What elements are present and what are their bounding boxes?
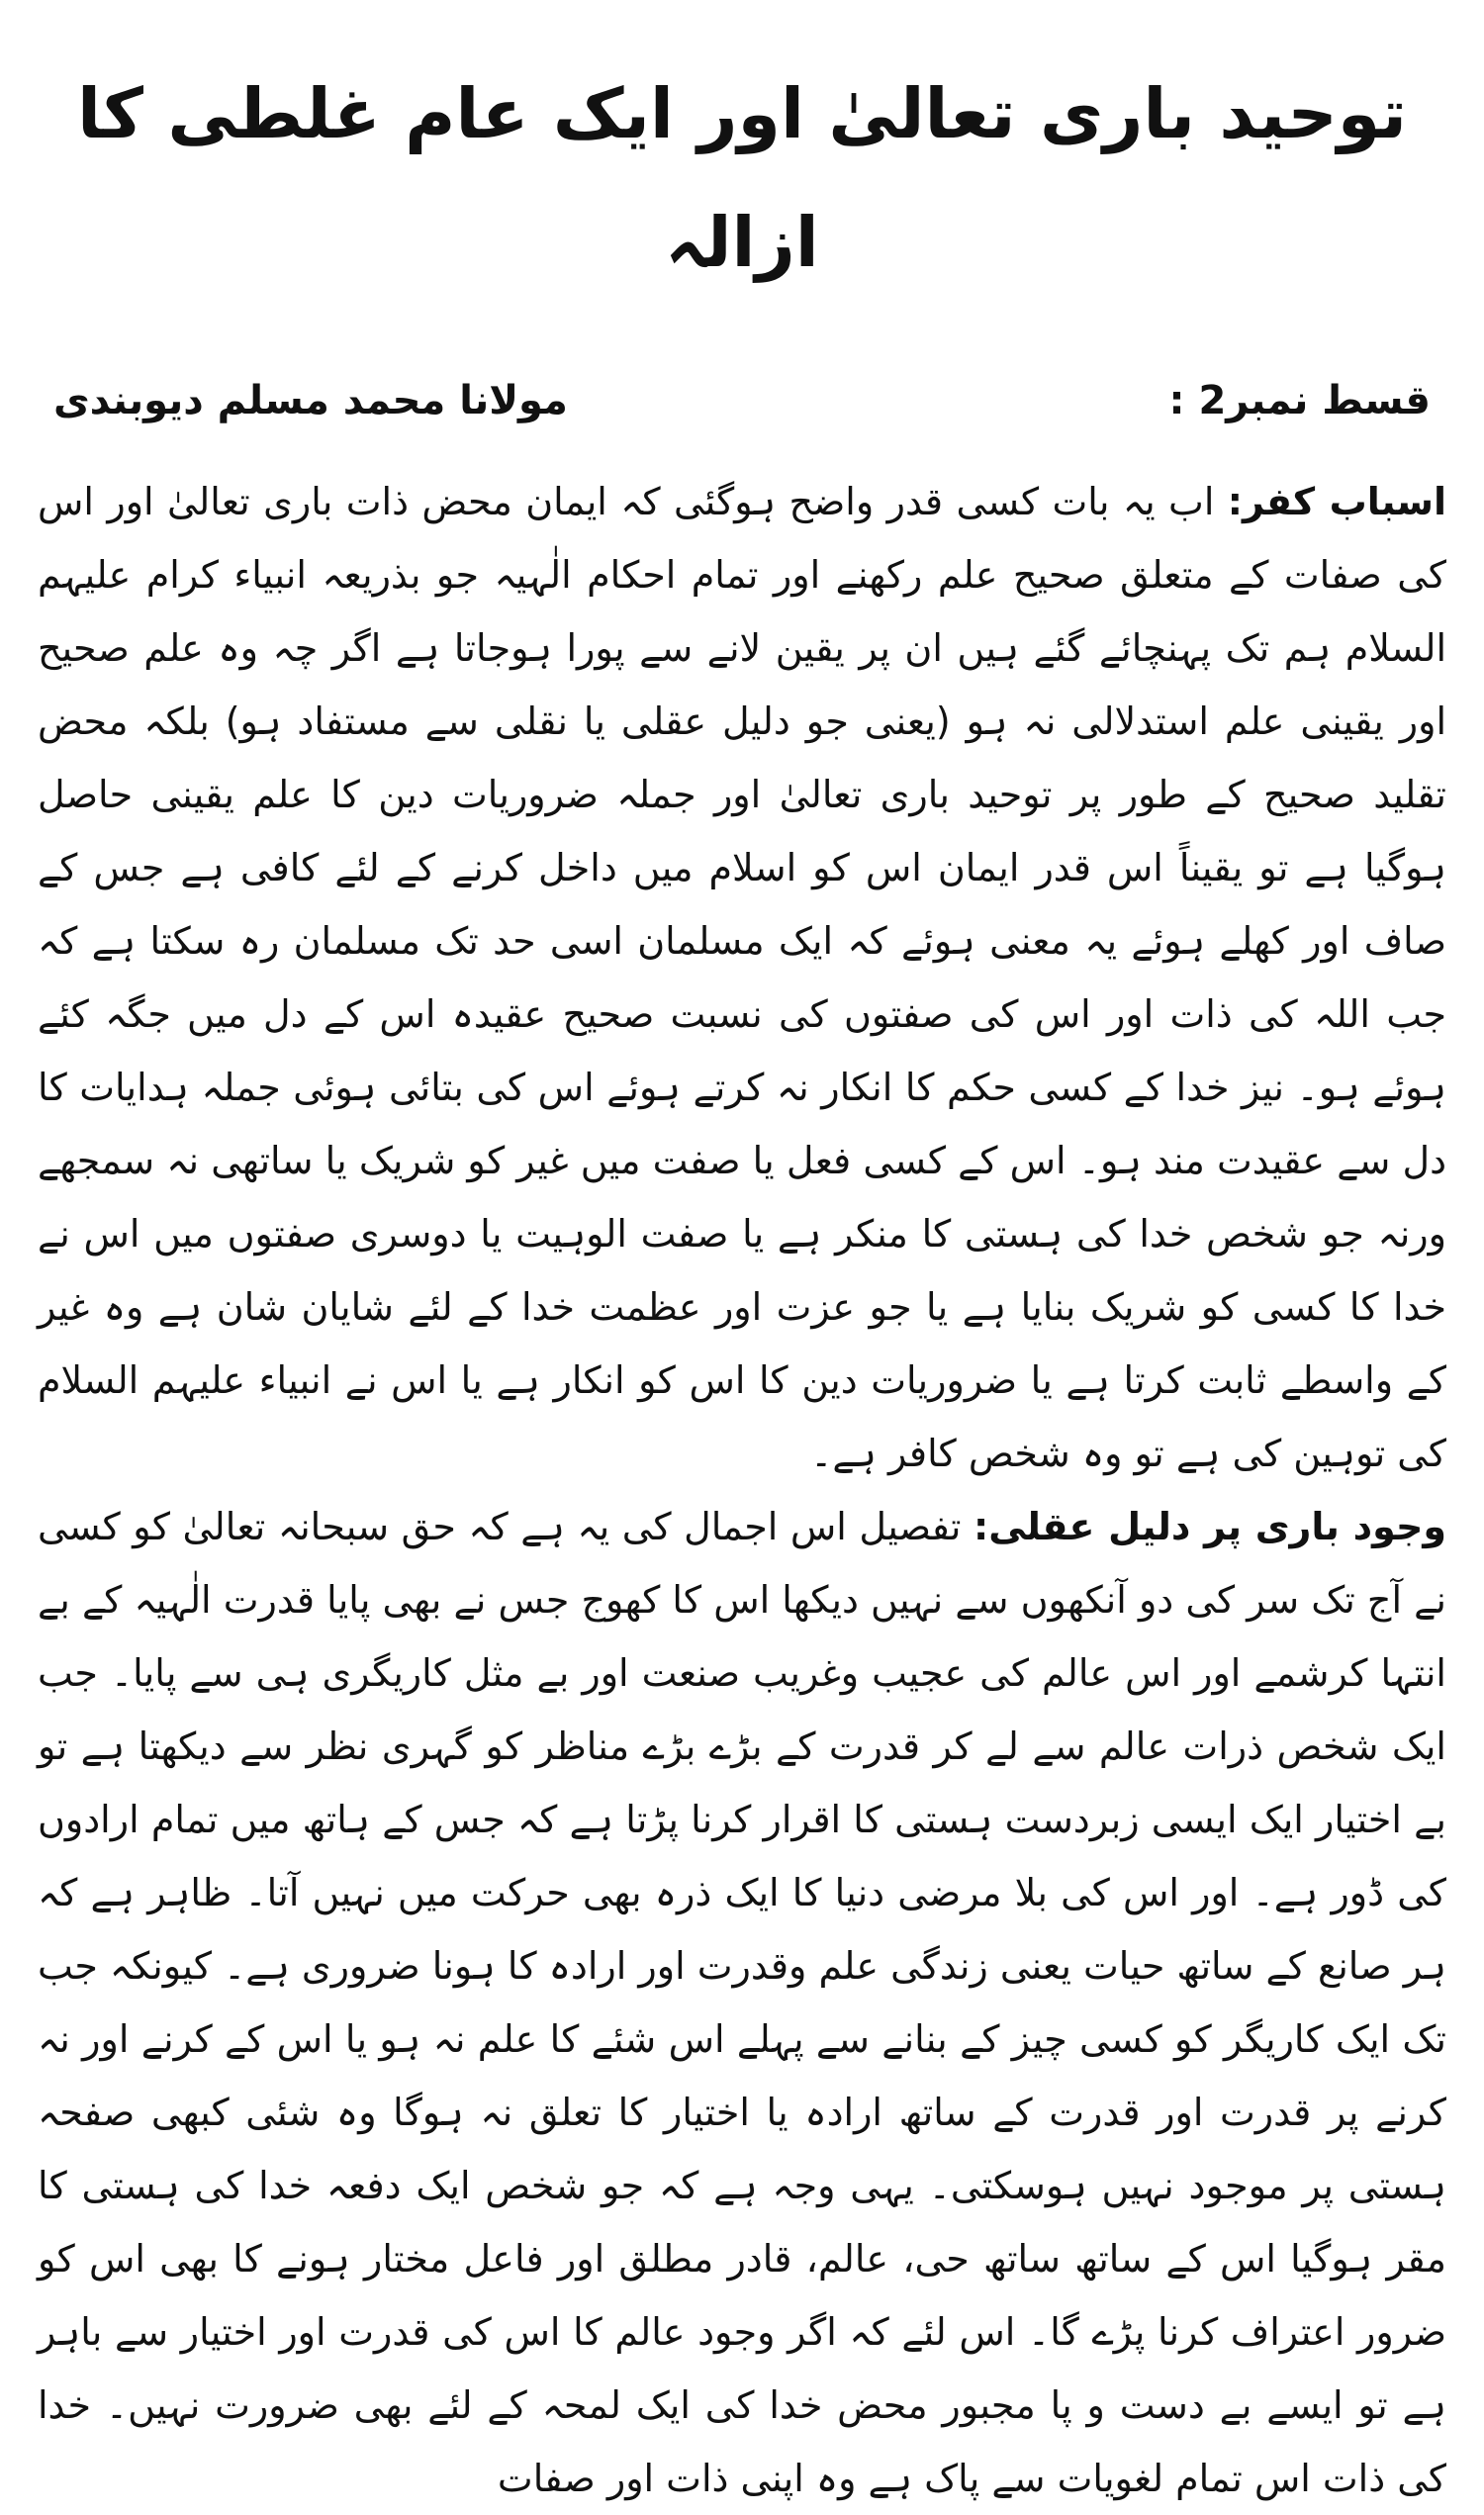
installment-label: قسط نمبر2 :	[1168, 378, 1431, 423]
article-title: توحید باری تعالیٰ اور ایک عام غلطی کا ازالہ	[77, 73, 1407, 283]
section-heading-rational-proof: وجود باری پر دلیل عقلی:	[974, 1505, 1446, 1548]
paragraph-rational-proof	[38, 1490, 1446, 2515]
author-name: مولانا محمد مسلم دیوبندی	[53, 378, 568, 423]
article-body	[38, 465, 1446, 2515]
paragraph-causes-of-disbelief	[38, 465, 1446, 1490]
section-heading-causes-of-disbelief: اسباب کفر:	[1227, 480, 1446, 523]
article-meta	[38, 366, 1446, 435]
section-text-rational-proof: تفصیل اس اجمال کی یہ ہے کہ حق سبحانہ تعالیٰ کو کسی نے آج تک سر کی دو آنکھوں سے نہیں دیکھا اس کا کھوج جس نے بھی پایا قدرت الٰہیہ کے بے انتہا کرشمے اور اس عالم کی عجیب وغریب صنعت اور بے مثل کاریگری ہی سے پایا۔ جب ایک شخص ذرات عالم سے لے کر قدرت کے بڑے بڑے مناظر کو گہری نظر سے دیکھتا ہے تو بے اختیار ایک ایسی زبردست ہستی کا اقرار کرنا پڑتا ہے کہ جس کے ہاتھ میں تمام ارادوں کی ڈور ہے۔ اور اس کی بلا مرضی دنیا کا ایک ذرہ بھی حرکت میں نہیں آتا۔ ظاہر ہے کہ ہر صانع کے ساتھ حیات یعنی زندگی علم وقدرت اور ارادہ کا ہونا ضروری ہے۔ کیونکہ جب تک ایک کاریگر کو کسی چیز کے بنانے سے پہلے اس شئے کا علم نہ ہو یا اس کے کرنے اور نہ کرنے پر قدرت اور قدرت کے ساتھ ارادہ یا اختیار کا تعلق نہ ہوگا وہ شئی کبھی صفحہ ہستی پر موجود نہیں ہوسکتی۔ یہی وجہ ہے کہ جو شخص ایک دفعہ خدا کی ہستی کا مقر ہوگیا اس کے ساتھ ساتھ حی، عالم، قادر مطلق اور فاعل مختار ہونے کا بھی اس کو ضرور اعتراف کرنا پڑے گا۔ اس لئے کہ اگر وجود عالم کا اس کی قدرت اور اختیار سے باہر ہے تو ایسے بے دست و پا مجبور محض خدا کی ایک لمحہ کے لئے بھی ضرورت نہیں۔ خدا کی ذات اس تمام لغویات سے پاک ہے وہ اپنی ذات اور صفات	[38, 1505, 1446, 2500]
section-text-causes-of-disbelief: اب یہ بات کسی قدر واضح ہوگئی کہ ایمان محض ذات باری تعالیٰ اور اس کی صفات کے متعلق صحیح علم رکھنے اور تمام احکام الٰہیہ جو بذریعہ انبیاء کرام علیہم السلام ہم تک پہنچائے گئے ہیں ان پر یقین لانے سے پورا ہوجاتا ہے اگر چہ وہ علم صحیح اور یقینی علم استدلالی نہ ہو (یعنی جو دلیل عقلی یا نقلی سے مستفاد ہو) بلکہ محض تقلید صحیح کے طور پر توحید باری تعالیٰ اور جملہ ضروریات دین کا علم یقینی حاصل ہوگیا ہے تو یقیناً اس قدر ایمان اس کو اسلام میں داخل کرنے کے لئے کافی ہے جس کے صاف اور کھلے ہوئے یہ معنی ہوئے کہ ایک مسلمان اسی حد تک مسلمان رہ سکتا ہے کہ جب اللہ کی ذات اور اس کی صفتوں کی نسبت صحیح عقیدہ اس کے دل میں جگہ کئے ہوئے ہو۔ نیز خدا کے کسی حکم کا انکار نہ کرتے ہوئے اس کی بتائی ہوئی جملہ ہدایات کا دل سے عقیدت مند ہو۔ اس کے کسی فعل یا صفت میں غیر کو شریک یا ساتھی نہ سمجھے ورنہ جو شخص خدا کی ہستی کا منکر ہے یا صفت الوہیت یا دوسری صفتوں میں اس نے خدا کا کسی کو شریک بنایا ہے یا جو عزت اور عظمت خدا کے لئے شایان شان ہے وہ غیر کے واسطے ثابت کرتا ہے یا ضروریات دین کا اس کو انکار ہے یا اس نے انبیاء علیہم السلام کی توہین کی ہے تو وہ شخص کافر ہے۔	[38, 480, 1446, 1475]
